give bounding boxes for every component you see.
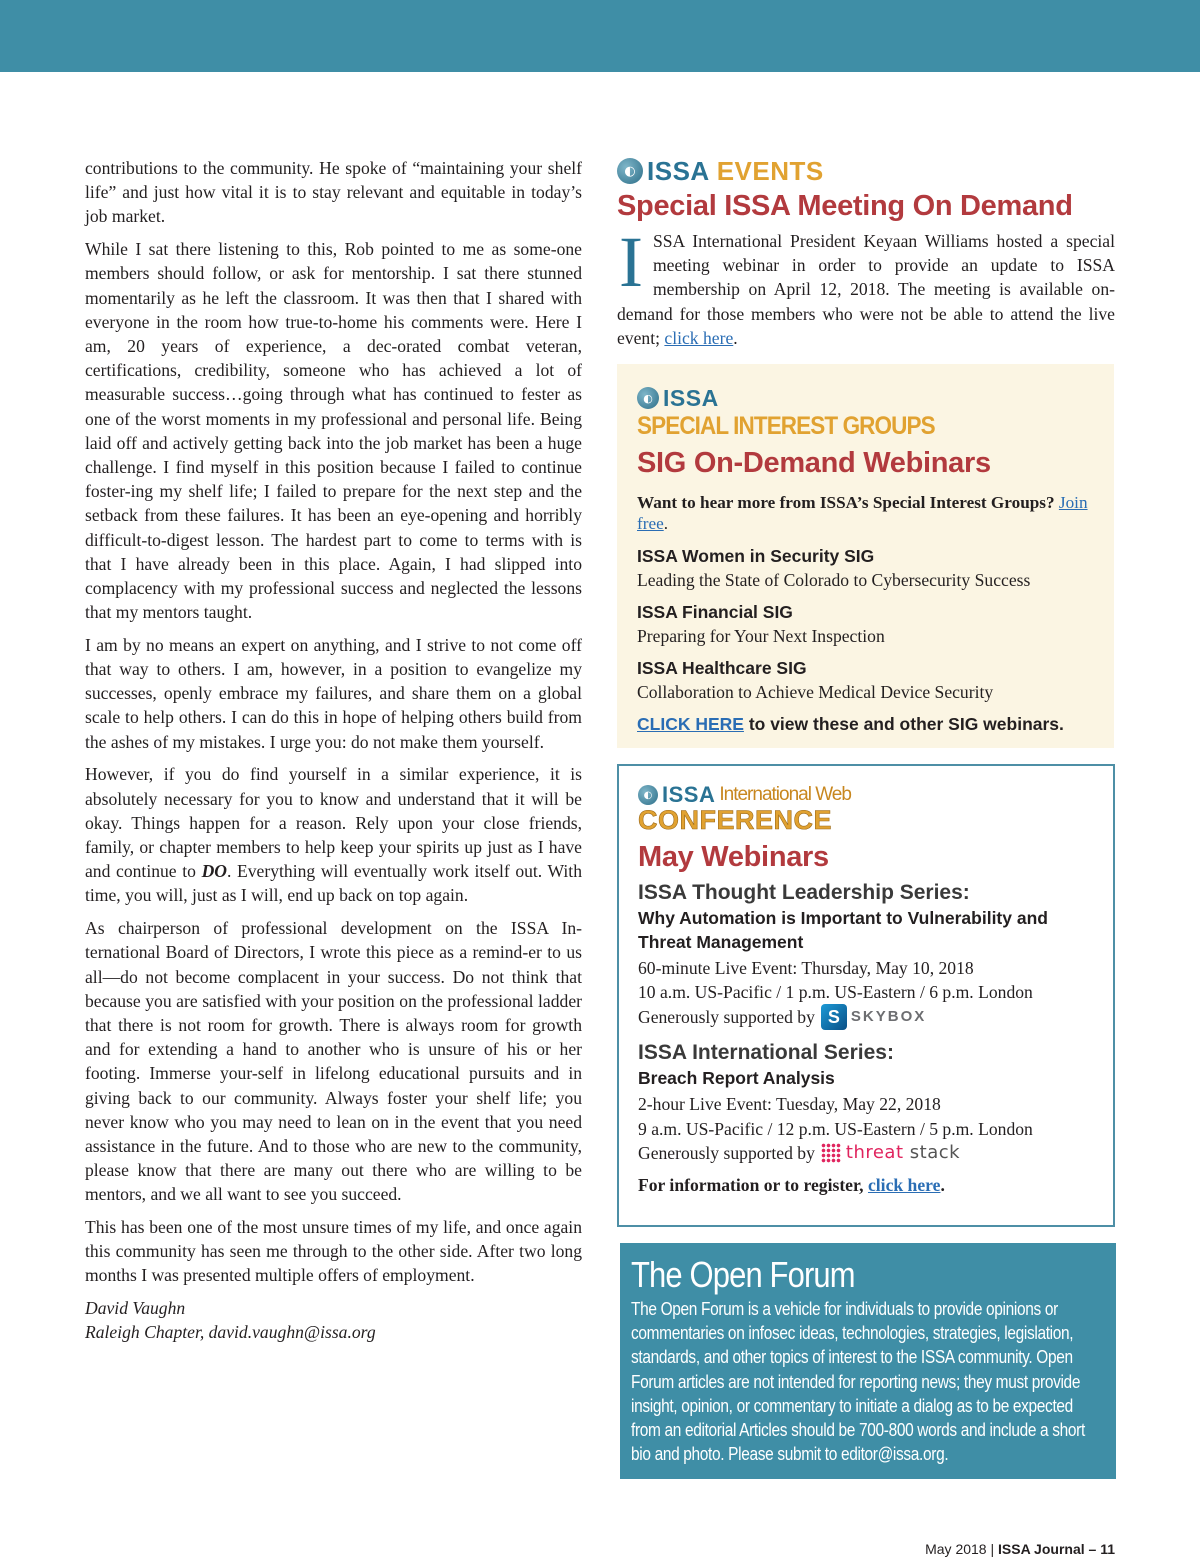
register-click-here-link[interactable]: click here — [867, 1175, 941, 1196]
conference-logo-text: CONFERENCE — [638, 805, 833, 835]
threat-stack-icon — [821, 1143, 841, 1163]
join-free-link[interactable]: Join free — [637, 493, 1088, 533]
sig-item-desc: Leading the State of Colorado to Cybersecurity Success — [637, 570, 1031, 590]
article-paragraph: This has been one of the most unsure times of my life, and once again this community has seen me through to the other side. After two long months I was presented multiple offers of employment. — [85, 1217, 582, 1286]
article-column — [85, 156, 582, 1345]
series-subtitle: Breach Report Analysis — [638, 1068, 835, 1089]
sig-click-here-link[interactable]: CLICK HERE — [637, 714, 744, 734]
issa-sig-logo: ◐ ISSA — [637, 384, 1094, 412]
sig-logo-text: SPECIAL INTEREST GROUPS — [637, 412, 935, 440]
article-text: . Everything will eventually work itself out. With time, you will, just as I will, end up back on top again. — [85, 861, 582, 906]
series-subtitle: Why Automation is Important to Vulnerability and Threat Management — [638, 908, 1048, 952]
sponsor-line: Generously supported by S SKYBOX — [638, 1004, 1093, 1030]
header-band — [0, 0, 1200, 72]
events-body: ISSA International President Keyaan Williams hosted a special meeting webinar in order to provide an update to ISSA membership on April 12, 2018. The meeting is available on-demand for those members who were not be able to attend the live event; click here. — [617, 222, 1115, 348]
event-date: 60-minute Live Event: Thursday, May 10, 2018 — [638, 958, 974, 978]
open-forum-body: The Open Forum is a vehicle for individuals to provide opinions or commentaries on infosec ideas, technologies, strategies, legislation, standards, and other topics of interest to the ISSA community. Open Forum articles are not intended for reporting news; they must provide insight, opinion, or commentary to initiate a dialog as to be expected from an editorial Articles should be 700-800 words and include a short bio and photo. Please submit to editor@issa.org. — [631, 1298, 1085, 1465]
author-line: Raleigh Chapter, david.vaughn@issa.org — [85, 1322, 376, 1343]
open-forum-title: The Open Forum — [631, 1254, 855, 1295]
sig-heading: SIG On-Demand Webinars — [637, 447, 991, 479]
sig-item — [637, 600, 1094, 648]
article-paragraph: I am by no means an expert on anything, and I strive to not come off that way to others. I am, however, in a position to evangelize my successes, openly embrace my failures, and share them on a global scale to help others. I can do this in hope of helping others build from the ashes of my mistakes. I urge you: do not make them yourself. — [85, 634, 582, 752]
series-title: ISSA Thought Leadership Series: — [638, 881, 970, 904]
footer-date: May 2018 — [925, 1541, 987, 1557]
author-name: David Vaughn — [85, 1298, 186, 1319]
event-times: 9 a.m. US-Pacific / 12 p.m. US-Eastern / 5 p.m. London — [638, 1118, 1033, 1139]
issa-web-conference-logo: ◐ ISSA International Web — [638, 784, 1093, 806]
sig-item — [637, 656, 1094, 704]
series-title: ISSA International Series: — [638, 1041, 894, 1065]
sig-item-title: ISSA Women in Security SIG — [637, 546, 875, 566]
sig-item-title: ISSA Financial SIG — [637, 602, 793, 622]
events-click-here-link[interactable]: click here — [664, 327, 734, 348]
skybox-icon: S — [821, 1004, 847, 1030]
issa-events-logo: ◐ ISSA EVENTS — [617, 156, 1115, 186]
threat-stack-logo: threat stack — [821, 1141, 960, 1165]
sig-item-desc: Collaboration to Achieve Medical Device Security — [637, 682, 994, 702]
event-date: 2-hour Live Event: Tuesday, May 22, 2018 — [638, 1094, 941, 1115]
article-paragraph: contributions to the community. He spoke of “maintaining your shelf life” and just how vital it is to stay relevant and equitable in today’s job market. — [85, 158, 582, 227]
drop-cap: I — [619, 222, 643, 302]
sig-webinars-box — [617, 364, 1114, 748]
article-paragraph — [85, 762, 582, 907]
sig-item — [637, 544, 1094, 592]
register-info: For information or to register, click here. — [638, 1175, 945, 1196]
article-paragraph: As chairperson of professional development on the ISSA In-ternational Board of Directors, I wrote this piece as a remind-er to us all—do not become complacent in your success. Do not think that because you are satisfied with your position on the professional ladder that there is not room for growth. There is always room for growth and for extending a hand to another who is unsure of his or her footing. Immerse your-self in lifelong educational pursuits and in giving back to our community. Always foster your shelf life; you never know who you may need to lean on in the event that you need assistance in the future. And to those who are new to the community, please know that there are many out there who are willing to be mentors, and we all want to see you succeed. — [85, 918, 582, 1205]
globe-icon: ◐ — [617, 158, 643, 184]
events-heading: Special ISSA Meeting On Demand — [617, 190, 1073, 222]
sponsor-line: Generously supported by threat stack — [638, 1141, 1093, 1165]
article-paragraph: While I sat there listening to this, Rob pointed to me as some-one members should follow, or ask for mentorship. I sat there stunned momentarily as he left the classroom. It was then that I shared with everyone in the room how true-to-home his comments were. Here I am, 20 years of experience, a dec-orated combat veteran, certifications, credibility, someone who has achieved a lot of measurable success…going through what has continued to fester as one of the worst moments in my professional and personal life. Being laid off and actively getting back into the job market has been a huge challenge. I find myself in this position because I failed to continue foster-ing my shelf life; I failed to prepare for the next step and the setback from these failures. It has been an eye-opening and horribly difficult-to-digest lesson. The hardest part to come to terms with is that I have already been in this place. Again, I had slipped into complacency with my professional success and neglected the lessons that my mentors taught. — [85, 239, 582, 623]
open-forum-box — [620, 1243, 1116, 1479]
web-conference-box — [617, 764, 1115, 1227]
sig-intro: Want to hear more from ISSA’s Special Interest Groups? Join free. — [637, 493, 1088, 533]
globe-icon: ◐ — [638, 785, 658, 805]
page-footer: May 2018 | ISSA Journal – 11 — [925, 1541, 1115, 1557]
article-text: However, if you do find yourself in a similar experience, it is absolutely necessary for you to know and understand that it will be okay. Things happen for a reason. Rely upon your close friends, family, or chapter members to help keep your spirits up just as I have and continue to — [85, 764, 582, 882]
emphasis-do: DO — [201, 861, 227, 882]
events-section — [617, 156, 1115, 350]
web-conference-heading: May Webinars — [638, 841, 829, 873]
footer-journal: ISSA Journal – 11 — [998, 1541, 1115, 1557]
sig-item-desc: Preparing for Your Next Inspection — [637, 626, 885, 646]
sig-click-line: CLICK HERE to view these and other SIG webinars. — [637, 714, 1064, 734]
sig-item-title: ISSA Healthcare SIG — [637, 658, 807, 678]
skybox-logo: S SKYBOX — [821, 1004, 926, 1030]
event-times: 10 a.m. US-Pacific / 1 p.m. US-Eastern / 6 p.m. London — [638, 982, 1033, 1003]
globe-icon: ◐ — [637, 387, 659, 409]
